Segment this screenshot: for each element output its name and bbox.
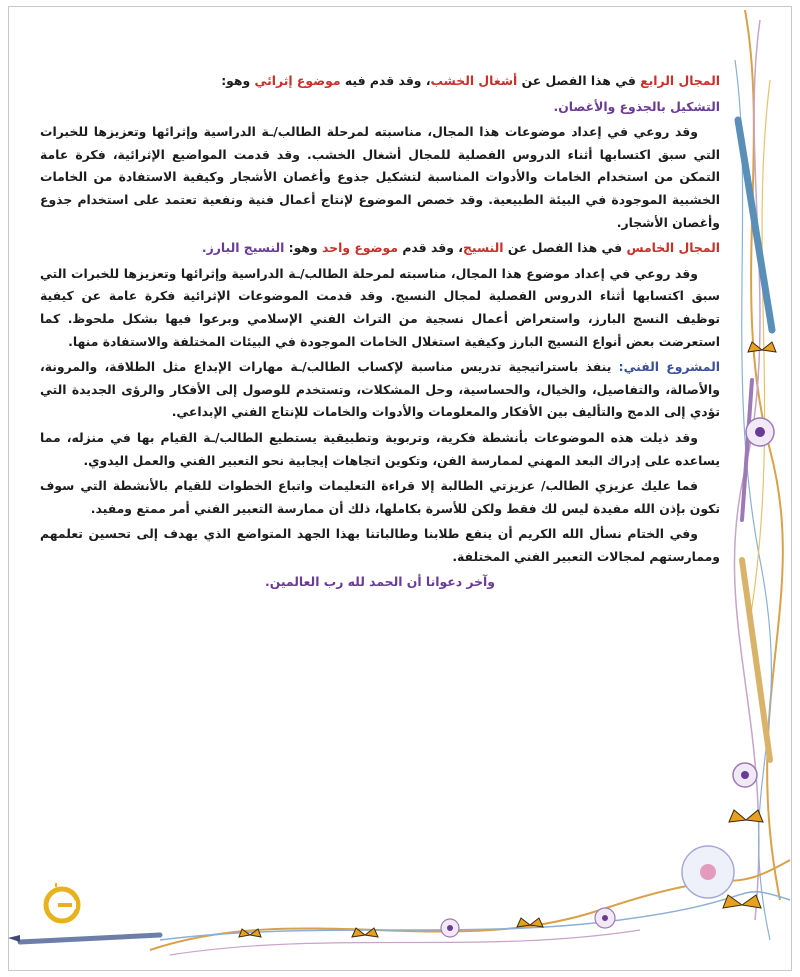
field-four-label: المجال الرابع	[640, 73, 720, 88]
paragraph-activities: وقد ذيلت هذه الموضوعات بأنشطة فكرية، وتربوية وتطبيقية يستطيع الطالب/ـة القيام بها في منزله، مما يساعده على إدراك البعد المهني لممارسة الفن، وتكوين اتجاهات إيجابية نحو التعبير الفني والعمل اليدوي.	[40, 429, 720, 468]
closing-prayer: وآخر دعوانا أن الحمد لله رب العالمين.	[265, 574, 495, 590]
paragraph-textile-heading: المجال الخامس في هذا الفصل عن النسيج، وقد قدم موضوع واحد وهو: النسيج البارز.	[201, 240, 720, 256]
wood-topic-title: التشكيل بالجذوع والأغصان.	[553, 98, 720, 114]
paragraph-art-project: المشروع الفني: ينفذ باستراتيجية تدريس مناسبة لإكساب الطالب/ـة مهارات الإبداع مثل الطلاقة، والمرونة، والأصالة، والتفاصيل، والخيال، والحساسية، وحل المشكلات، وتستخدم للوصول إلى الأفكار والرؤى الجديدة التي تؤدي إلى الدمج والتأليف بين الأفكار والمعلومات والأدوات والخامات للإنتاج الفني الإبداعي.	[40, 359, 720, 420]
document-body	[40, 70, 720, 597]
single-topic-label: موضوع واحد	[322, 240, 398, 256]
enrichment-topic-label: موضوع إثرائي	[254, 73, 341, 88]
paragraph-wood-heading: المجال الرابع في هذا الفصل عن أشغال الخشب، وقد قدم فيه موضوع إثرائي وهو:	[221, 73, 720, 88]
paragraph-closing: وفي الختام نسأل الله الكريم أن ينفع طلابنا وطالباتنا بهذا الجهد المتواضع الذي يهدف إلى تحسين تعلمهم وممارستهم لمجالات التعبير الفني المختلفة.	[40, 526, 720, 564]
wood-crafts-label: أشغال الخشب	[430, 73, 518, 88]
textile-label: النسيج	[462, 240, 504, 256]
field-five-label: المجال الخامس	[626, 240, 720, 256]
paragraph-student-address: فما عليك عزيزي الطالب/ عزيزتي الطالبة إلا قراءة التعليمات واتباع الخطوات للقيام بالأنشطة التي سوف تكون بإذن الله مفيدة ليس لك فقط ولكن للأسرة بكاملها، ذلك أن ممارسة التعبير الفني أمر ممتع ومفيد.	[40, 478, 720, 516]
paragraph-wood-description: وقد روعي في إعداد موضوعات هذا المجال، مناسبته لمرحلة الطالب/ـة الدراسية وإثرائها وتعزيزها للخبرات التي سبق اكتسابها أثناء الدروس الفصلية للمجال أشغال الخشب. وقد قدمت المواضيع الإثرائية، فكرة عامة التمكن من استخدام الخامات والأدوات المناسبة لتشكيل جذوع وأغصان الأشجار وكيفية الاستفادة من الخامات الخشبية الموجودة في البيئة الطبيعية. وقد خصص الموضوع لإنتاج أعمال فنية ونفعية تعتمد على استخدام جذوع وأغصان الأشجار.	[40, 124, 720, 230]
art-project-label: المشروع الفني:	[618, 359, 720, 375]
textile-topic-title: النسيج البارز.	[201, 240, 285, 256]
paragraph-textile-description: وقد روعي في إعداد موضوع هذا المجال، مناسبته لمرحلة الطالب/ـة الدراسية وإثرائها وتعزيزها للخبرات التي سبق اكتسابها أثناء الدروس الفصلية لمجال النسيج. وقد قدمت الموضوعات الإثرائية فكرة عامة عن كيفية توظيف النسج البارز، واستعراض أعمال نسجية من التراث الفني الإسلامي وبرعوا فيها بشكل ملحوظ. كما استعرضت بعض أنواع النسيج البارز وكيفية استغلال الخامات الموجودة في البيئات المختلفة والاستفادة منها.	[40, 265, 720, 349]
